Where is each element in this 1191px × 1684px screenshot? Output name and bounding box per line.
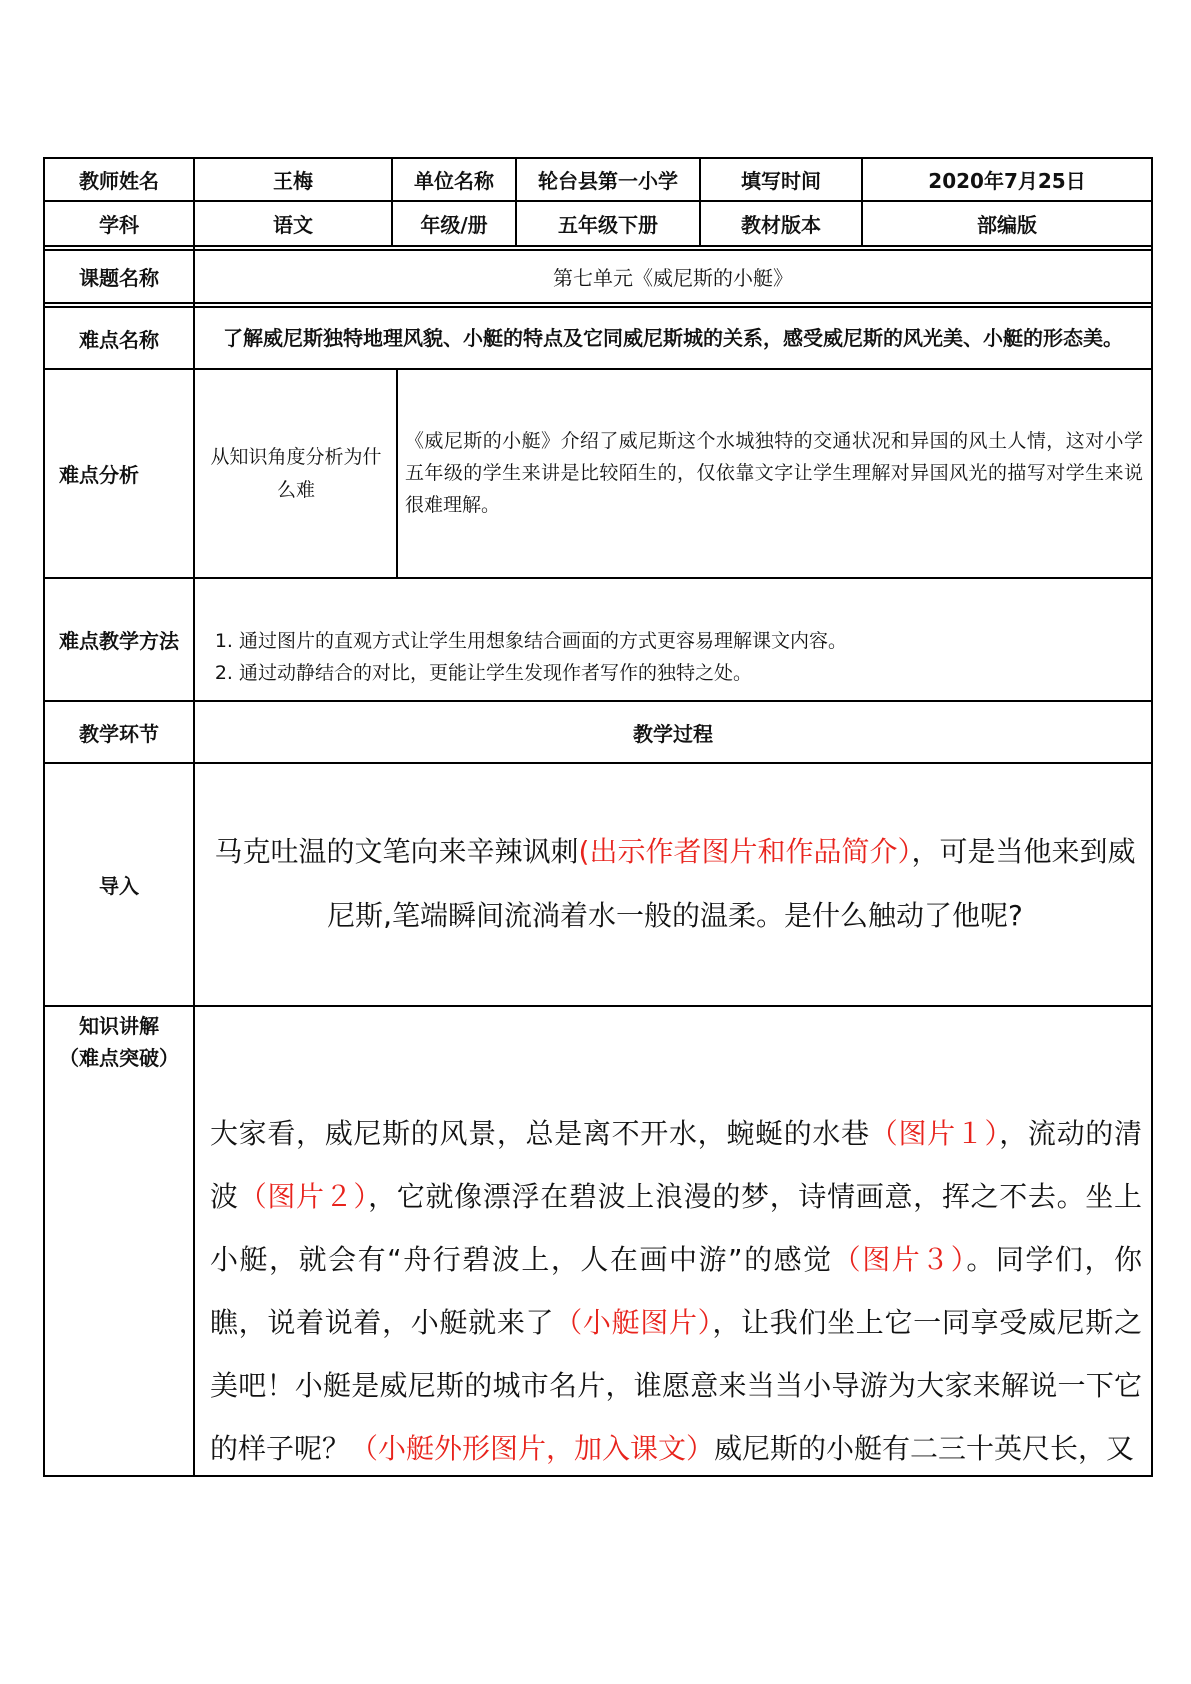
- analysis-text: 《威尼斯的小艇》介绍了威尼斯这个水城独特的交通状况和异国的风土人情，这对小学五年级的学生来讲是比较陌生的，仅依靠文字让学生理解对异国风光的描写对学生来说很难理解。: [405, 430, 1143, 516]
- subject-value: 语文: [273, 213, 313, 237]
- knowledge-label: [45, 1010, 193, 1074]
- knowledge-label-line1: 知识讲解: [79, 1014, 159, 1038]
- stage-header: 教学环节: [79, 721, 159, 746]
- intro-label: 导入: [99, 874, 139, 898]
- grade-label: 年级/册: [420, 213, 488, 237]
- knowledge-text-part: 威尼斯的小艇有二三十英尺长，又: [714, 1432, 1135, 1465]
- knowledge-text-part: ，它就像漂浮在碧波上浪漫的梦，诗情画意，挥之不去。坐上小艇，就会有“舟行碧波上，人在画中游”的感觉: [210, 1180, 1142, 1276]
- teacher-name-label: 教师姓名: [79, 169, 159, 193]
- methods-label: 难点教学方法: [59, 629, 179, 653]
- methods-list: [203, 625, 1143, 689]
- list-item: 1. 通过图片的直观方式让学生用想象结合画面的方式更容易理解课文内容。: [239, 625, 1143, 657]
- intro-text: [210, 820, 1140, 948]
- teacher-name-value: 王梅: [273, 169, 313, 193]
- topic-label: 课题名称: [79, 266, 159, 290]
- grade-value: 五年级下册: [558, 213, 658, 237]
- analysis-sub-label: 从知识角度分析为什么难: [210, 445, 382, 501]
- topic-value: 第七单元《威尼斯的小艇》: [553, 266, 793, 290]
- edition-label: 教材版本: [741, 213, 821, 237]
- knowledge-text-part: ，让我们坐上它一同享受威尼斯之美吧！小艇是威尼斯的城市名片，谁愿意来当当小导游为大家来解说一下它的样子呢？: [210, 1306, 1142, 1465]
- list-item: 2. 通过动静结合的对比，更能让学生发现作者写作的独特之处。: [239, 657, 1143, 689]
- knowledge-label-line2: （难点突破）: [59, 1046, 179, 1070]
- table-border: [43, 577, 1153, 579]
- intro-note-red: (出示作者图片和作品简介）: [578, 835, 912, 868]
- image-note-red: （小艇图片）: [554, 1306, 713, 1339]
- intro-text-part: 马克吐温的文笔向来辛辣讽刺: [214, 835, 579, 868]
- table-border: [193, 157, 195, 1477]
- table-border: [1151, 157, 1153, 1477]
- subject-label: 学科: [99, 213, 139, 237]
- fill-date-label: 填写时间: [741, 169, 821, 193]
- process-header: 教学过程: [633, 721, 713, 746]
- intro-text-part: ，可是当他来到威尼斯,笔端瞬间流淌着水一般的温柔。是什么触动了他呢?: [327, 835, 1136, 932]
- image-note-red: （图片１）: [869, 1117, 1000, 1150]
- knowledge-text-part: 。同学们，你瞧，说着说着，小艇就来了: [210, 1243, 1142, 1339]
- unit-name-label: 单位名称: [414, 169, 494, 193]
- fill-date-value: 2020年7月25日: [928, 169, 1086, 193]
- difficulty-label: 难点名称: [79, 327, 159, 352]
- difficulty-value: 了解威尼斯独特地理风貌、小艇的特点及它同威尼斯城的关系，感受威尼斯的风光美、小艇的形态美。: [223, 325, 1123, 350]
- knowledge-text: [210, 1102, 1142, 1480]
- unit-name-value: 轮台县第一小学: [538, 169, 678, 193]
- table-border: [396, 370, 398, 578]
- table-border: [43, 302, 1153, 304]
- image-note-red: （小艇外形图片，加入课文）: [350, 1432, 715, 1465]
- edition-value: 部编版: [977, 213, 1037, 237]
- knowledge-text-part: 大家看，威尼斯的风景，总是离不开水，蜿蜒的水巷: [210, 1117, 870, 1150]
- knowledge-text-part: ，流动的清波: [210, 1117, 1142, 1213]
- analysis-label: 难点分析: [59, 463, 139, 487]
- image-note-red: （图片３）: [832, 1243, 967, 1276]
- table-border: [43, 1005, 1153, 1007]
- table-border: [43, 245, 1153, 247]
- table-border: [43, 762, 1153, 764]
- image-note-red: （图片２）: [238, 1180, 369, 1213]
